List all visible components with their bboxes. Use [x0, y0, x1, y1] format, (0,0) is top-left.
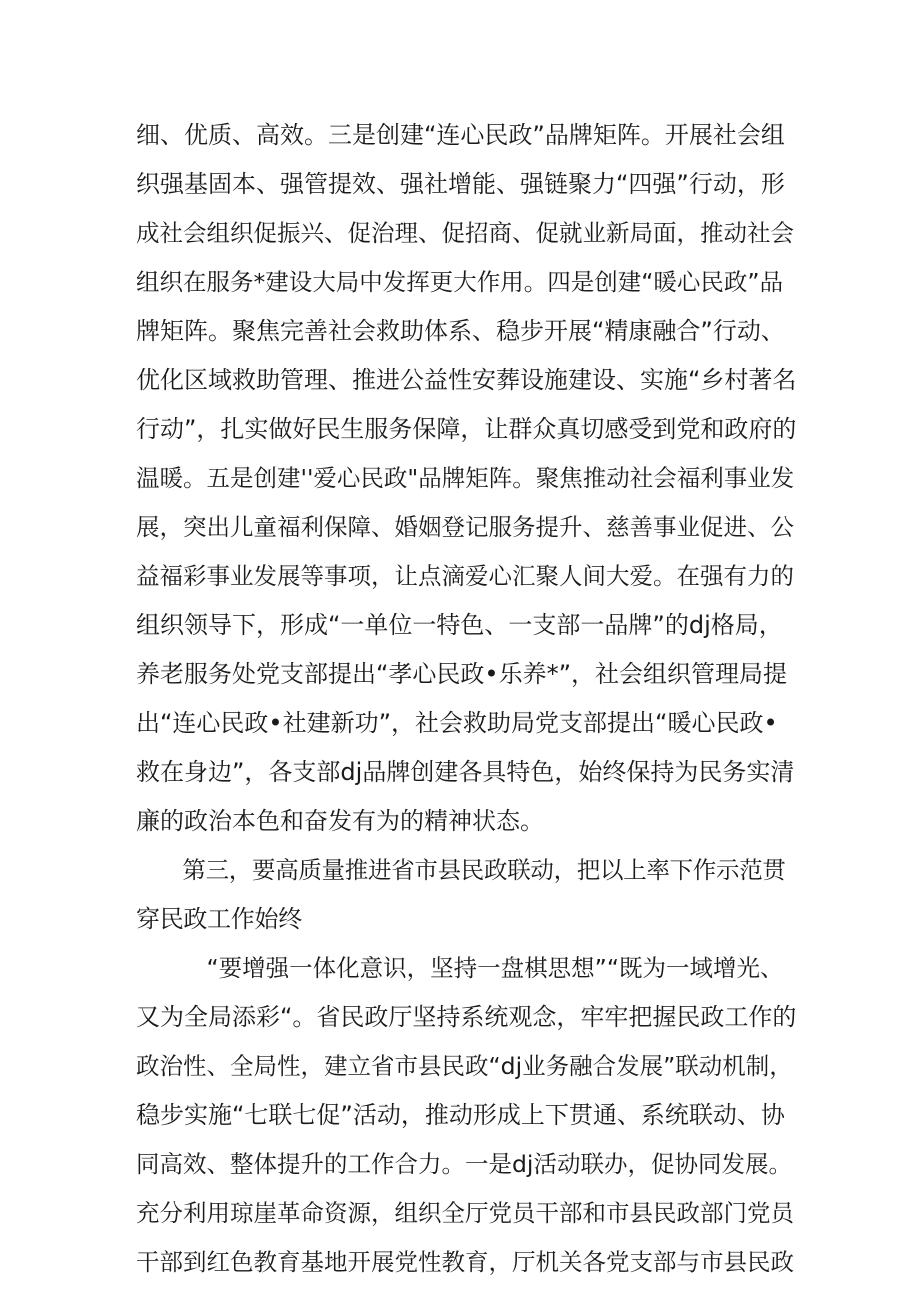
text-line-1: 细、优质、高效。三是创建“连心民政”品牌矩阵。开展社会组	[136, 121, 785, 149]
body-text	[136, 111, 796, 1287]
text-line-22: 同高效、整体提升的工作合力。一是dj活动联办，促协同发展。	[136, 1150, 792, 1178]
text-line-18: “要增强一体化意识，坚持一盘棋思想”“既为一域增光、	[136, 954, 784, 982]
text-line-5: 牌矩阵。聚焦完善社会救助体系、稳步开展“精康融合”行动、	[136, 317, 785, 345]
text-line-24: 干部到红色教育基地开展党性教育，厅机关各党支部与市县民政	[136, 1248, 794, 1276]
text-line-6: 优化区域救助管理、推进公益性安葬设施建设、实施“乡村著名	[136, 366, 797, 394]
text-line-3: 成社会组织促振兴、促治理、促招商、促就业新局面，推动社会	[136, 219, 794, 247]
text-line-15: 廉的政治本色和奋发有为的精神状态。	[136, 807, 544, 835]
text-line-14: 救在身边”，各支部dj品牌创建各具特色，始终保持为民务实清	[136, 758, 795, 786]
text-line-10: 益福彩事业发展等事项，让点滴爱心汇聚人间大爱。在强有力的	[136, 562, 794, 590]
text-line-20: 政治性、全局性，建立省市县民政“dj业务融合发展”联动机制，	[136, 1052, 793, 1080]
text-line-4: 组织在服务*建设大局中发挥更大作用。四是创建“暖心民政”品	[136, 268, 784, 296]
text-line-21: 稳步实施“七联七促”活动，推动形成上下贯通、系统联动、协	[136, 1101, 785, 1129]
section-heading-line-2: 穿民政工作始终	[136, 905, 302, 933]
text-line-19: 又为全局添彩“。省民政厅坚持系统观念，牢牢把握民政工作的	[136, 1003, 797, 1031]
text-line-8: 温暖。五是创建''爱心民政"品牌矩阵。聚焦推动社会福利事业发	[136, 464, 795, 492]
text-line-7: 行动”，扎实做好民生服务保障，让群众真切感受到党和政府的	[136, 415, 797, 443]
text-line-23: 充分利用琼崖革命资源，组织全厅党员干部和市县民政部门党员	[136, 1199, 794, 1227]
text-line-11: 组织领导下，形成“一单位一特色、一支部一品牌”的dj格局，	[136, 611, 783, 639]
text-line-9: 展，突出儿童福利保障、婚姻登记服务提升、慈善事业促进、公	[136, 513, 794, 541]
text-line-2: 织强基固本、强管提效、强社增能、强链聚力“四强”行动，形	[136, 170, 785, 198]
text-line-13: 出“连心民政•社建新功”，社会救助局党支部提出“暖心民政•	[136, 709, 778, 737]
text-line-12: 养老服务处党支部提出“孝心民政•乐养*”，社会组织管理局提	[136, 660, 788, 688]
section-heading-line-1: 第三，要高质量推进省市县民政联动，把以上率下作示范贯	[136, 856, 786, 884]
